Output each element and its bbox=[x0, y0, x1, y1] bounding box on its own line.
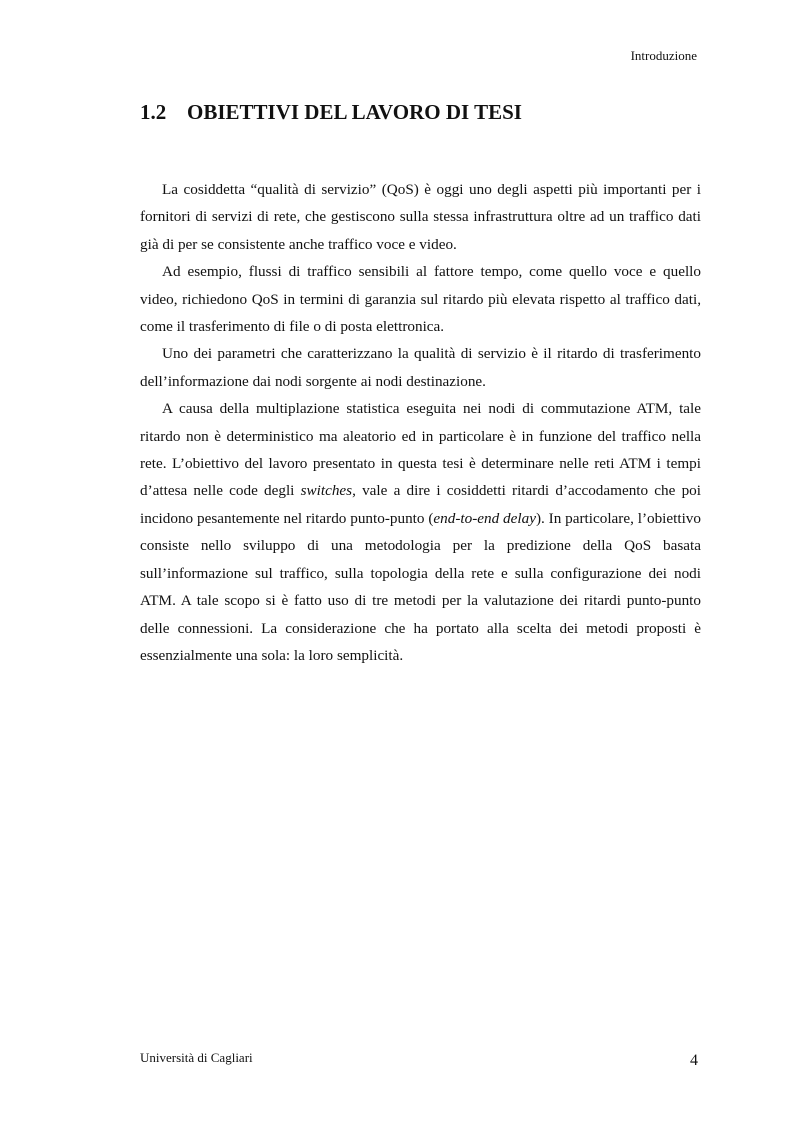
term-end-to-end-delay: end-to-end delay bbox=[433, 509, 536, 527]
term-switches: switches bbox=[300, 482, 353, 500]
body-text bbox=[140, 176, 701, 669]
paragraph-3: Uno dei parametri che caratterizzano la qualità di servizio è il ritardo di trasferimento dell’informazione dai nodi sorgente ai nodi destinazione. bbox=[140, 345, 701, 390]
page-number: 4 bbox=[690, 1052, 698, 1069]
section-heading bbox=[140, 100, 522, 124]
paragraph-4-part-1: A causa della multiplazione statistica eseguita nei nodi di commutazione ATM, tale ritardo non è deterministico ma aleatorio ed in particolare è in funzione del traffico nella rete. L’obiettivo del lavoro presentato in questa tesi è determinare nelle reti ATM i tempi d’attesa nelle code degli bbox=[140, 400, 701, 500]
paragraph-4 bbox=[140, 395, 701, 669]
footer-institution: Università di Cagliari bbox=[140, 1050, 253, 1065]
section-title: OBIETTIVI DEL LAVORO DI TESI bbox=[187, 100, 522, 124]
section-number: 1.2 bbox=[140, 100, 167, 124]
paragraph-4-part-3: ). In particolare, l’obiettivo consiste nello sviluppo di una metodologia per la predizione della QoS basata sull’informazione sul traffico, sulla topologia della rete e sulla configurazione dei nodi ATM. A tale scopo si è fatto uso di tre metodi per la valutazione dei ritardi punto-punto delle connessioni. La considerazione che ha portato alla scelta dei metodi proposti è essenzialmente una sola: la loro semplicità. bbox=[140, 509, 701, 664]
paragraph-1: La cosiddetta “qualità di servizio” (QoS) è oggi uno degli aspetti più importanti per i fornitori di servizi di rete, che gestiscono sulla stessa infrastruttura oltre ad un traffico dati già di per se consistente anche traffico voce e video. bbox=[140, 181, 701, 253]
running-header: Introduzione bbox=[630, 48, 697, 63]
paragraph-2: Ad esempio, flussi di traffico sensibili al fattore tempo, come quello voce e quello video, richiedono QoS in termini di garanzia sul ritardo più elevata rispetto al traffico dati, come il trasferimento di file o di posta elettronica. bbox=[140, 263, 701, 336]
paragraph-4-part-2: , vale a dire i cosiddetti ritardi d’accodamento che poi incidono pesantemente nel ritardo punto-punto ( bbox=[140, 482, 701, 527]
